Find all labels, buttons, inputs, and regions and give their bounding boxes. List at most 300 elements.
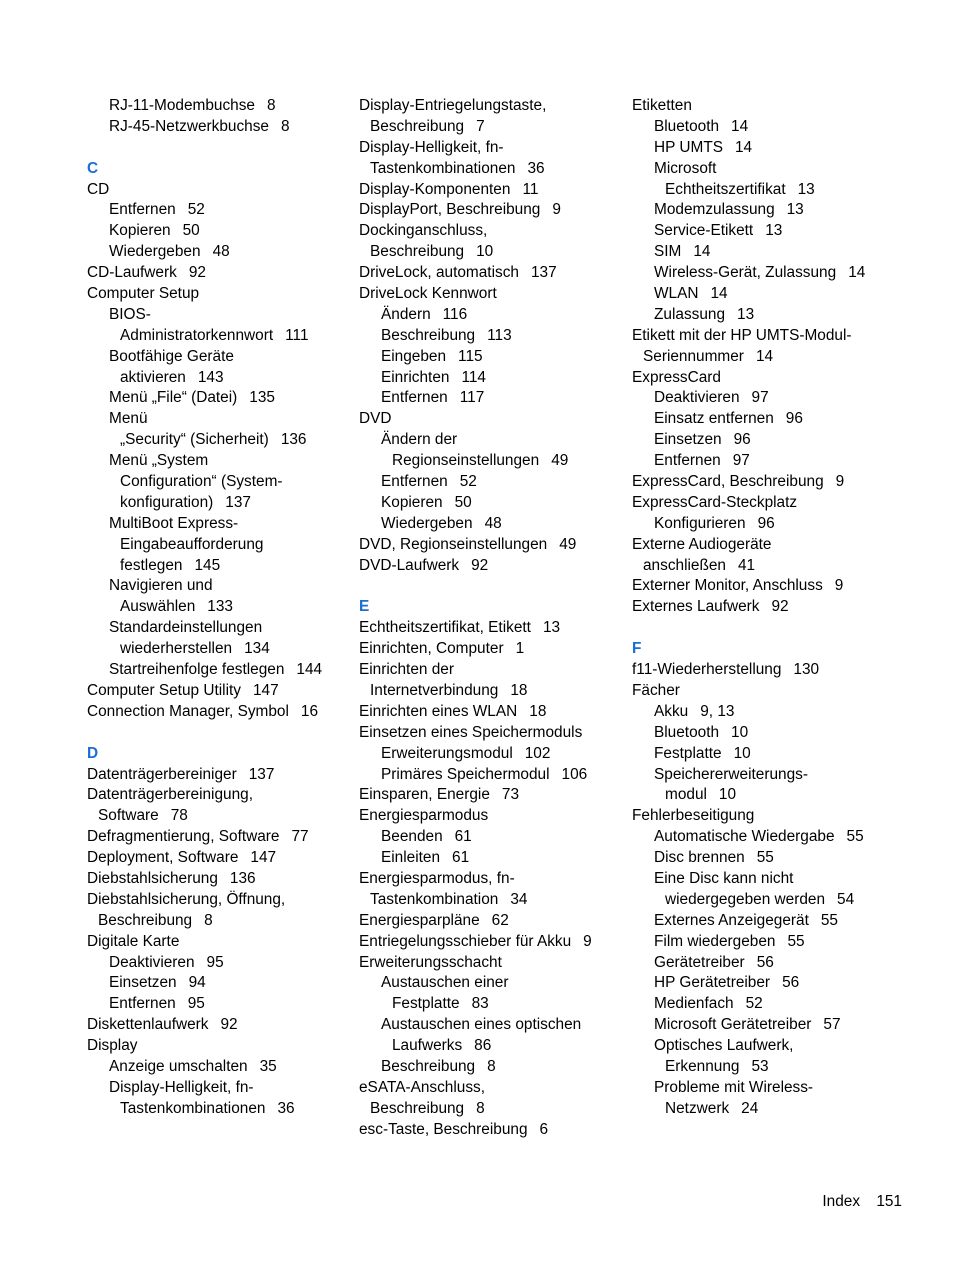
index-entry [632, 138, 902, 159]
page-reference: 14 [731, 117, 749, 135]
page-reference: 13 [797, 180, 815, 198]
section-spacer [87, 138, 349, 159]
index-entry [632, 514, 902, 535]
index-term: Diebstahlsicherung [87, 869, 218, 887]
index-entry [632, 200, 902, 221]
index-entry [87, 347, 349, 368]
index-term: DriveLock Kennwort [359, 285, 497, 303]
index-entry [359, 493, 621, 514]
page-reference: 137 [530, 264, 557, 282]
index-term: wiedergegeben werden [665, 890, 826, 908]
page-reference: 134 [244, 640, 270, 658]
page-reference: 13 [786, 201, 804, 219]
index-entry [359, 869, 621, 890]
index-term: Deaktivieren [109, 953, 195, 971]
index-term: Erkennung [665, 1057, 740, 1075]
index-term: Bootfähige Geräte [109, 347, 234, 365]
index-entry [632, 1036, 902, 1057]
index-entry [359, 326, 621, 347]
page-reference: 147 [250, 849, 277, 867]
index-entry [359, 138, 621, 159]
index-entry [87, 953, 349, 974]
index-entry [632, 430, 902, 451]
index-term: Echtheitszertifikat, Etikett [359, 619, 531, 637]
index-term: DVD [359, 410, 392, 428]
index-entry [359, 535, 621, 556]
index-column-2 [359, 96, 621, 1141]
index-entry [87, 326, 349, 347]
index-term: WLAN [654, 285, 699, 303]
page-reference: 137 [225, 493, 251, 511]
index-term: Display-Entriegelungstaste, [359, 97, 547, 114]
page-reference: 49 [551, 452, 569, 470]
index-entry [359, 368, 621, 389]
index-entry [632, 660, 902, 681]
index-term: anschließen [643, 556, 726, 574]
page-reference: 96 [757, 514, 775, 532]
index-term: Eingeben [381, 347, 447, 365]
index-entry [87, 305, 349, 326]
page-reference: 92 [471, 556, 489, 574]
index-term: Digitale Karte [87, 932, 180, 950]
index-term: „Security“ (Sicherheit) [120, 431, 269, 449]
index-entry [87, 597, 349, 618]
index-entry [632, 827, 902, 848]
index-term: ExpressCard-Steckplatz [632, 493, 798, 511]
index-term: Einleiten [381, 849, 441, 867]
page-reference: 145 [194, 556, 221, 574]
index-term: Ändern [381, 305, 431, 323]
index-entry [87, 96, 349, 117]
index-term: Beschreibung [370, 117, 465, 135]
index-entry [359, 827, 621, 848]
page-reference: 48 [484, 514, 502, 532]
page-reference: 133 [207, 598, 233, 616]
index-term: Wiedergeben [109, 243, 201, 261]
index-entry [87, 576, 349, 597]
index-term: Beschreibung [370, 243, 465, 261]
page-reference: 147 [252, 681, 279, 699]
index-entry [632, 576, 902, 597]
index-term: Etikett mit der HP UMTS-Modul- [632, 326, 852, 344]
index-term: Diskettenlaufwerk [87, 1016, 209, 1034]
page-reference: 49 [559, 535, 577, 553]
index-term: wiederherstellen [120, 640, 233, 658]
section-spacer [87, 723, 349, 744]
index-term: Beschreibung [381, 1057, 476, 1075]
section-letter-heading: C [87, 159, 99, 177]
footer-label: Index [822, 1193, 861, 1210]
index-entry [632, 493, 902, 514]
index-entry [359, 890, 621, 911]
page-reference: 114 [461, 368, 486, 386]
index-term: konfiguration) [120, 493, 214, 511]
index-term: Menü [109, 410, 148, 428]
index-entry [87, 702, 349, 723]
index-term: Wiedergeben [381, 514, 473, 532]
index-term: Einrichten [381, 368, 450, 386]
page-reference: 95 [206, 953, 224, 971]
page-reference: 10 [731, 723, 749, 741]
index-term: Deaktivieren [654, 389, 740, 407]
index-term: Standardeinstellungen [109, 619, 263, 637]
index-term: Entfernen [109, 201, 176, 219]
page-reference: 83 [471, 995, 489, 1013]
index-entry [632, 765, 902, 786]
index-term: BIOS- [109, 305, 151, 323]
index-entry [359, 1078, 621, 1099]
index-term: Konfigurieren [654, 514, 746, 532]
section-letter-heading: D [87, 744, 99, 762]
index-entry [359, 1015, 621, 1036]
index-term: Netzwerk [665, 1099, 730, 1117]
index-entry [632, 890, 902, 911]
page-footer [822, 1192, 902, 1212]
index-term: Entfernen [109, 995, 176, 1013]
index-entry [359, 660, 621, 681]
index-term: Eine Disc kann nicht [654, 869, 794, 887]
index-term: Software [98, 807, 159, 825]
index-term: Display-Helligkeit, fn- [359, 138, 504, 156]
index-entry [359, 932, 621, 953]
index-entry [87, 263, 349, 284]
index-term: Austauschen einer [381, 974, 509, 992]
page-reference: 97 [751, 389, 769, 407]
index-entry [87, 1078, 349, 1099]
index-term: Bluetooth [654, 117, 720, 135]
index-entry [632, 1057, 902, 1078]
index-term: Display-Komponenten [359, 180, 511, 198]
page-reference: 50 [454, 493, 472, 511]
index-entry [359, 263, 621, 284]
index-entry [359, 618, 621, 639]
index-term: RJ-45-Netzwerkbuchse [109, 117, 269, 135]
index-entry [632, 388, 902, 409]
index-term: ExpressCard, Beschreibung [632, 473, 824, 491]
index-entry [359, 305, 621, 326]
index-entry [632, 159, 902, 180]
index-entry [632, 221, 902, 242]
index-term: DVD-Laufwerk [359, 556, 460, 574]
index-term: HP Gerätetreiber [654, 974, 771, 992]
section-spacer [359, 576, 621, 597]
index-term: Startreihenfolge festlegen [109, 661, 285, 679]
page-reference: 9, 13 [700, 702, 735, 720]
page-reference: 61 [454, 828, 472, 846]
index-entry [87, 1036, 349, 1057]
index-entry [87, 221, 349, 242]
index-entry [632, 806, 902, 827]
index-term: Einrichten eines WLAN [359, 702, 518, 720]
index-term: festlegen [120, 556, 183, 574]
index-term: Automatische Wiedergabe [654, 828, 835, 846]
index-entry [87, 388, 349, 409]
index-entry [87, 451, 349, 472]
page-reference: 55 [787, 932, 805, 950]
page-reference: 52 [187, 201, 205, 219]
index-entry [359, 744, 621, 765]
index-term: Tastenkombinationen [370, 159, 516, 177]
index-entry [87, 639, 349, 660]
index-term: Fächer [632, 681, 680, 699]
index-entry [632, 368, 902, 389]
index-entry [632, 1078, 902, 1099]
page-reference: 97 [732, 452, 750, 470]
index-entry [87, 827, 349, 848]
index-term: Internetverbindung [370, 681, 499, 699]
index-entry [359, 911, 621, 932]
index-term: Dockinganschluss, [359, 222, 488, 240]
page-reference: 13 [765, 222, 783, 240]
index-entry [632, 597, 902, 618]
index-entry [87, 1015, 349, 1036]
index-entry [632, 96, 902, 117]
page-reference: 14 [693, 243, 711, 261]
index-entry [359, 159, 621, 180]
index-entry [632, 347, 902, 368]
page-reference: 10 [733, 744, 751, 762]
index-entry [359, 1099, 621, 1120]
index-term: Energiesparmodus [359, 807, 489, 825]
index-term: Entriegelungsschieber für Akku [359, 932, 572, 950]
page-reference: 14 [848, 264, 866, 282]
page-reference: 130 [793, 661, 820, 679]
page-reference: 115 [458, 347, 483, 365]
index-entry [359, 848, 621, 869]
index-column-3 [632, 96, 902, 1120]
index-term: Akku [654, 702, 689, 720]
page-reference: 143 [197, 368, 224, 386]
index-term: DVD, Regionseinstellungen [359, 535, 548, 553]
page-reference: 106 [561, 765, 588, 783]
index-term: Administratorkennwort [120, 326, 274, 344]
index-term: Auswählen [120, 598, 196, 616]
index-entry [632, 556, 902, 577]
page-reference: 92 [771, 598, 789, 616]
page-reference: 77 [291, 828, 309, 846]
page-number: 151 [876, 1193, 902, 1210]
page-reference: 53 [751, 1057, 769, 1075]
index-term: Beschreibung [98, 911, 193, 929]
index-entry [359, 953, 621, 974]
page-reference: 92 [188, 264, 206, 282]
page-reference: 6 [539, 1120, 549, 1138]
index-term: SIM [654, 243, 682, 261]
index-entry [632, 409, 902, 430]
index-entry [359, 409, 621, 430]
page-reference: 14 [710, 285, 728, 303]
page-reference: 9 [583, 932, 592, 950]
index-entry [359, 117, 621, 138]
page-reference: 144 [296, 661, 323, 679]
page-reference: 11 [522, 180, 539, 198]
index-entry [632, 326, 902, 347]
page-reference: 35 [259, 1057, 277, 1075]
index-term: Einsetzen [109, 974, 177, 992]
page-reference: 18 [510, 681, 528, 699]
page-reference: 10 [476, 243, 494, 261]
index-entry [359, 1057, 621, 1078]
page-reference: 137 [248, 765, 275, 783]
index-entry [359, 806, 621, 827]
index-entry [632, 180, 902, 201]
index-term: Display [87, 1037, 138, 1055]
index-term: Disc brennen [654, 849, 745, 867]
index-term: aktivieren [120, 368, 186, 386]
index-term: CD [87, 180, 110, 198]
page-reference: 56 [782, 974, 800, 992]
index-entry [87, 117, 349, 138]
index-term: Computer Setup [87, 285, 200, 303]
index-entry [632, 869, 902, 890]
index-term: Anzeige umschalten [109, 1057, 248, 1075]
index-entry [359, 1120, 621, 1141]
index-term: Erweiterungsmodul [381, 744, 513, 762]
index-entry [359, 284, 621, 305]
index-entry [359, 973, 621, 994]
index-entry [87, 806, 349, 827]
index-entry [359, 96, 621, 117]
index-term: Diebstahlsicherung, Öffnung, [87, 890, 286, 908]
index-entry [87, 242, 349, 263]
index-term: ExpressCard [632, 368, 721, 386]
index-term: Einrichten der [359, 661, 454, 679]
page-reference: 18 [529, 702, 547, 720]
index-entry [632, 535, 902, 556]
index-entry [632, 973, 902, 994]
page-reference: 73 [501, 786, 520, 804]
index-term: Festplatte [654, 744, 722, 762]
index-entry [359, 994, 621, 1015]
page-reference: 96 [733, 431, 751, 449]
index-entry [87, 1057, 349, 1078]
index-term: Kopieren [109, 222, 171, 240]
index-entry [87, 180, 349, 201]
page-reference: 55 [846, 828, 864, 846]
index-entry [87, 785, 349, 806]
page-reference: 36 [277, 1099, 295, 1117]
page-reference: 111 [285, 326, 309, 344]
index-term: Computer Setup Utility [87, 681, 241, 699]
index-entry [87, 409, 349, 430]
index-term: DriveLock, automatisch [359, 264, 519, 282]
index-entry [632, 848, 902, 869]
index-term: Austauschen eines optischen [381, 1016, 582, 1034]
page-reference: 50 [182, 222, 200, 240]
index-term: Seriennummer [643, 347, 744, 365]
index-term: f11-Wiederherstellung [632, 661, 782, 679]
index-entry [87, 890, 349, 911]
index-term: Zulassung [654, 305, 726, 323]
index-term: Datenträgerbereiniger [87, 765, 237, 783]
index-term: Microsoft [654, 159, 717, 177]
index-term: Datenträgerbereinigung, [87, 786, 253, 804]
index-term: Festplatte [392, 995, 460, 1013]
page-reference: 95 [187, 995, 205, 1013]
page-reference: 13 [542, 619, 561, 637]
page-reference: 13 [737, 305, 755, 323]
index-entry [359, 430, 621, 451]
index-term: Speichererweiterungs- [654, 765, 808, 783]
index-entry [359, 765, 621, 786]
index-entry [359, 200, 621, 221]
page-reference: 24 [741, 1099, 759, 1117]
page-reference: 14 [734, 138, 753, 156]
index-term: Configuration“ (System- [120, 473, 283, 491]
page-reference: 8 [204, 911, 213, 929]
page-reference: 9 [552, 201, 561, 219]
section-letter-heading: E [359, 598, 370, 616]
index-term: Regionseinstellungen [392, 452, 540, 470]
page-reference: 8 [280, 117, 290, 135]
index-entry [87, 911, 349, 932]
index-term: Energiesparmodus, fn- [359, 869, 515, 887]
index-term: eSATA-Anschluss, [359, 1078, 486, 1096]
page-reference: 54 [837, 890, 855, 908]
index-entry [87, 932, 349, 953]
index-term: Optisches Laufwerk, [654, 1037, 794, 1055]
page-reference: 41 [738, 556, 756, 574]
page-reference: 113 [487, 326, 512, 344]
page-reference: 117 [459, 389, 485, 407]
index-entry [359, 1036, 621, 1057]
index-term: Externer Monitor, Anschluss [632, 577, 823, 595]
index-entry [359, 221, 621, 242]
page-reference: 94 [188, 974, 206, 992]
page-reference: 57 [823, 1016, 841, 1034]
index-entry [632, 953, 902, 974]
index-entry [632, 305, 902, 326]
index-term: Energiesparpläne [359, 911, 480, 929]
page-reference: 86 [474, 1037, 492, 1055]
index-entry [87, 994, 349, 1015]
page-reference: 7 [476, 117, 485, 135]
page-reference: 92 [220, 1016, 238, 1034]
index-entry [632, 263, 902, 284]
index-term: Deployment, Software [87, 849, 239, 867]
index-term: modul [665, 786, 707, 804]
page-reference: 16 [300, 702, 319, 720]
index-entry [632, 744, 902, 765]
index-term: Kopieren [381, 493, 443, 511]
index-term: Beenden [381, 828, 443, 846]
index-term: Externes Laufwerk [632, 598, 760, 616]
page-reference: 116 [442, 305, 468, 323]
page-reference: 136 [280, 431, 307, 449]
index-term: Defragmentierung, Software [87, 828, 280, 846]
index-entry [87, 284, 349, 305]
index-entry [632, 723, 902, 744]
index-entry [632, 994, 902, 1015]
page-reference: 36 [527, 159, 545, 177]
index-entry [87, 681, 349, 702]
index-term: Einrichten, Computer [359, 640, 504, 658]
index-entry [87, 973, 349, 994]
page-reference: 61 [452, 849, 470, 867]
page-reference: 14 [755, 347, 774, 365]
index-entry [632, 1099, 902, 1120]
index-term: Film wiedergeben [654, 932, 776, 950]
index-entry [359, 681, 621, 702]
index-entry [632, 932, 902, 953]
page-reference: 96 [785, 410, 803, 428]
section-letter-heading: F [632, 640, 642, 658]
index-entry [87, 200, 349, 221]
index-entry [359, 180, 621, 201]
index-term: Primäres Speichermodul [381, 765, 550, 783]
page-reference: 1 [515, 640, 525, 658]
index-term: Eingabeaufforderung [120, 535, 264, 553]
